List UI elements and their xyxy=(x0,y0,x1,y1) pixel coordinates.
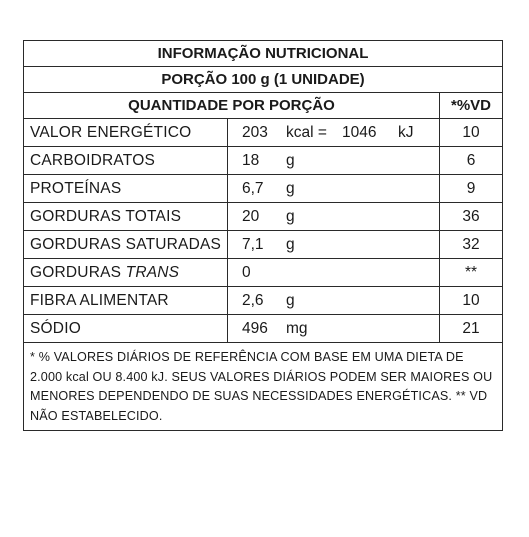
nutrient-name: PROTEÍNAS xyxy=(24,175,228,202)
nutrient-row-total-fat xyxy=(24,203,502,231)
nutrient-unit: g xyxy=(286,207,295,225)
nutrient-quantity xyxy=(228,231,440,258)
nutrient-row-fiber xyxy=(24,287,502,315)
nutrient-name: VALOR ENERGÉTICO xyxy=(24,119,228,146)
nutrient-row-saturated-fat xyxy=(24,231,502,259)
nutrient-value-kj: 1046 xyxy=(342,123,377,141)
nutrient-unit: g xyxy=(286,179,295,197)
nutrient-value: 0 xyxy=(242,263,251,281)
nutrient-unit-kj: kJ xyxy=(398,123,414,141)
nutrient-value: 18 xyxy=(242,151,260,169)
nutrient-vd: 36 xyxy=(462,207,480,225)
portion-size: PORÇÃO 100 g (1 UNIDADE) xyxy=(24,67,502,93)
nutrient-unit: kcal = xyxy=(286,123,327,141)
nutrient-quantity xyxy=(228,259,440,286)
nutrient-quantity xyxy=(228,119,440,146)
nutrient-value: 20 xyxy=(242,207,260,225)
nutrient-unit: mg xyxy=(286,319,308,337)
nutrient-name-main: GORDURAS xyxy=(30,263,126,281)
table-title: INFORMAÇÃO NUTRICIONAL xyxy=(24,41,502,67)
nutrient-name: SÓDIO xyxy=(24,315,228,342)
nutrient-quantity xyxy=(228,175,440,202)
nutrient-value: 2,6 xyxy=(242,291,264,309)
table-header xyxy=(24,93,502,119)
nutrient-name: FIBRA ALIMENTAR xyxy=(24,287,228,314)
vd-header: *%VD xyxy=(450,97,491,114)
nutrient-value: 496 xyxy=(242,319,268,337)
nutrient-quantity xyxy=(228,287,440,314)
nutrient-row-protein xyxy=(24,175,502,203)
nutrient-value: 203 xyxy=(242,123,268,141)
nutrient-value: 7,1 xyxy=(242,235,264,253)
nutrient-vd: 6 xyxy=(466,151,476,169)
nutrient-unit: g xyxy=(286,291,295,309)
nutrient-name: CARBOIDRATOS xyxy=(24,147,228,174)
nutrient-name-italic: TRANS xyxy=(125,263,180,281)
footnote: * % VALORES DIÁRIOS DE REFERÊNCIA COM BASE EM UMA DIETA DE 2.000 kcal OU 8.400 kJ. SEUS VALORES DIÁRIOS PODEM SER MAIORES OU MENORES DEPENDENDO DE SUAS NECESSIDADES ENERGÉTICAS. ** VD NÃO ESTABELECIDO. xyxy=(30,350,493,423)
nutrient-quantity xyxy=(228,203,440,230)
nutrient-vd: 32 xyxy=(462,235,480,253)
nutrient-quantity xyxy=(228,315,440,342)
nutrient-row-sodium xyxy=(24,315,502,343)
nutrient-vd: 21 xyxy=(462,319,480,337)
nutrient-unit: g xyxy=(286,151,295,169)
nutrient-name: GORDURAS TOTAIS xyxy=(24,203,228,230)
nutrient-vd: 10 xyxy=(462,291,480,309)
nutrient-row-energy xyxy=(24,119,502,147)
nutrient-vd: ** xyxy=(464,263,478,281)
nutrient-quantity xyxy=(228,147,440,174)
nutrient-row-trans-fat xyxy=(24,259,502,287)
nutrient-value: 6,7 xyxy=(242,179,264,197)
quantity-header: QUANTIDADE POR PORÇÃO xyxy=(24,93,440,118)
nutrient-vd: 9 xyxy=(466,179,476,197)
nutrient-row-carbs xyxy=(24,147,502,175)
nutrient-vd: 10 xyxy=(462,123,480,141)
nutrient-unit: g xyxy=(286,235,295,253)
nutrient-name xyxy=(24,259,228,286)
nutrient-name: GORDURAS SATURADAS xyxy=(24,231,228,258)
nutrition-facts-table xyxy=(23,40,503,431)
